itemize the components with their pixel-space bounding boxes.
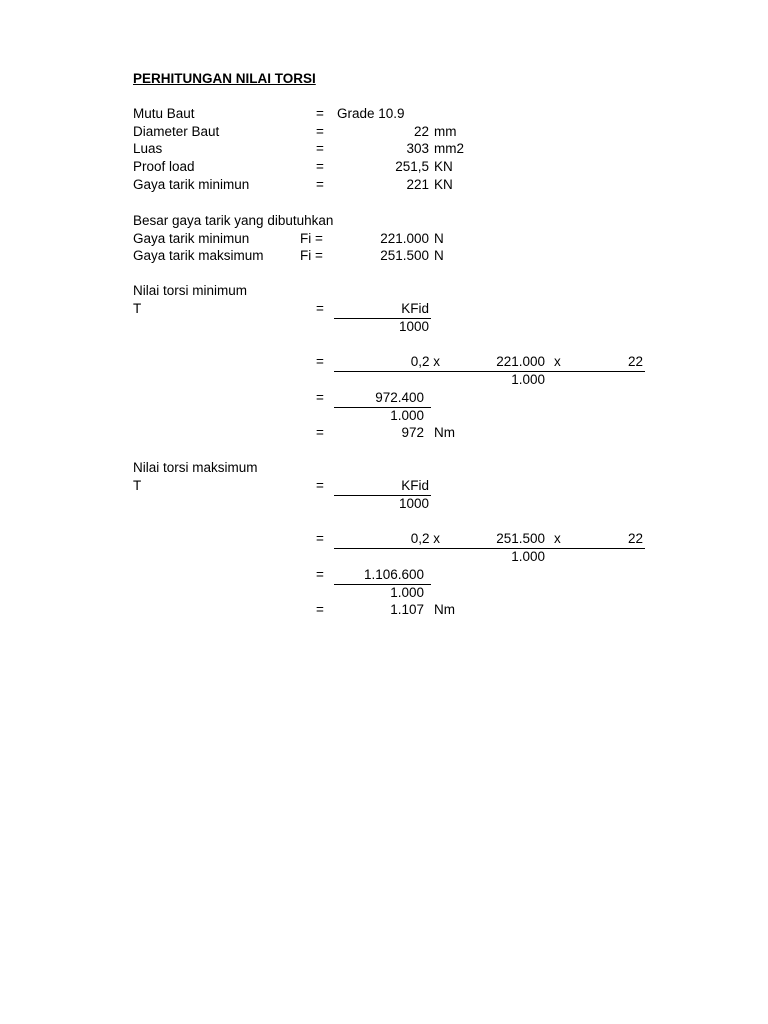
diameter-value: 22 xyxy=(627,354,643,369)
k-coefficient: 0,2 x xyxy=(410,354,440,369)
equals-sign: = xyxy=(316,478,324,493)
section-heading: Besar gaya tarik yang dibutuhkan xyxy=(133,213,334,228)
product-value: 1.106.600 xyxy=(363,567,424,582)
spec-unit: mm2 xyxy=(434,141,464,156)
section-heading: Nilai torsi maksimum xyxy=(133,460,258,475)
equals-sign: = xyxy=(316,567,324,582)
page-title: PERHITUNGAN NILAI TORSI xyxy=(133,71,316,86)
force-label: Gaya tarik minimun xyxy=(133,231,250,246)
spec-value: Grade 10.9 xyxy=(337,106,405,121)
spec-label: Diameter Baut xyxy=(133,124,220,139)
equals-sign: = xyxy=(316,354,324,369)
force-symbol: Fi = xyxy=(300,231,323,246)
force-value: 221.000 xyxy=(380,231,429,246)
equals-sign: = xyxy=(316,531,324,546)
torque-unit: Nm xyxy=(434,425,455,440)
force-symbol: Fi = xyxy=(300,248,323,263)
equals-sign: = xyxy=(316,159,324,174)
formula-numerator: KFid xyxy=(401,301,429,316)
equals-sign: = xyxy=(316,141,324,156)
spec-label: Luas xyxy=(133,141,163,156)
torque-result: 1.107 xyxy=(390,602,424,617)
spec-unit: KN xyxy=(434,159,453,174)
equals-sign: = xyxy=(316,425,324,440)
fi-value: 221.000 xyxy=(496,354,545,369)
torque-result: 972 xyxy=(401,425,424,440)
product-denominator: 1.000 xyxy=(390,585,424,600)
equals-sign: = xyxy=(316,390,324,405)
spec-label: Proof load xyxy=(133,159,195,174)
multiply-sign: x xyxy=(554,531,561,546)
torque-unit: Nm xyxy=(434,602,455,617)
spec-value: 251,5 xyxy=(395,159,429,174)
section-heading: Nilai torsi minimum xyxy=(133,283,248,298)
formula-denominator: 1000 xyxy=(398,496,429,511)
force-unit: N xyxy=(434,248,444,263)
equals-sign: = xyxy=(316,602,324,617)
denominator-value: 1.000 xyxy=(511,372,545,387)
equals-sign: = xyxy=(316,301,324,316)
fi-value: 251.500 xyxy=(496,531,545,546)
force-unit: N xyxy=(434,231,444,246)
spec-label: Gaya tarik minimun xyxy=(133,177,250,192)
force-value: 251.500 xyxy=(380,248,429,263)
diameter-value: 22 xyxy=(627,531,643,546)
product-value: 972.400 xyxy=(375,390,424,405)
spec-value: 221 xyxy=(406,177,429,192)
spec-label: Mutu Baut xyxy=(133,106,195,121)
spec-unit: KN xyxy=(434,177,453,192)
formula-numerator: KFid xyxy=(401,478,429,493)
product-denominator: 1.000 xyxy=(390,408,424,423)
equals-sign: = xyxy=(316,124,324,139)
spec-value: 303 xyxy=(406,141,429,156)
denominator-value: 1.000 xyxy=(511,549,545,564)
spec-unit: mm xyxy=(434,124,457,139)
torque-variable: T xyxy=(133,301,142,316)
equals-sign: = xyxy=(316,106,324,121)
torque-variable: T xyxy=(133,478,142,493)
formula-denominator: 1000 xyxy=(398,319,429,334)
k-coefficient: 0,2 x xyxy=(410,531,440,546)
equals-sign: = xyxy=(316,177,324,192)
multiply-sign: x xyxy=(554,354,561,369)
force-label: Gaya tarik maksimum xyxy=(133,248,264,263)
spec-value: 22 xyxy=(413,124,429,139)
